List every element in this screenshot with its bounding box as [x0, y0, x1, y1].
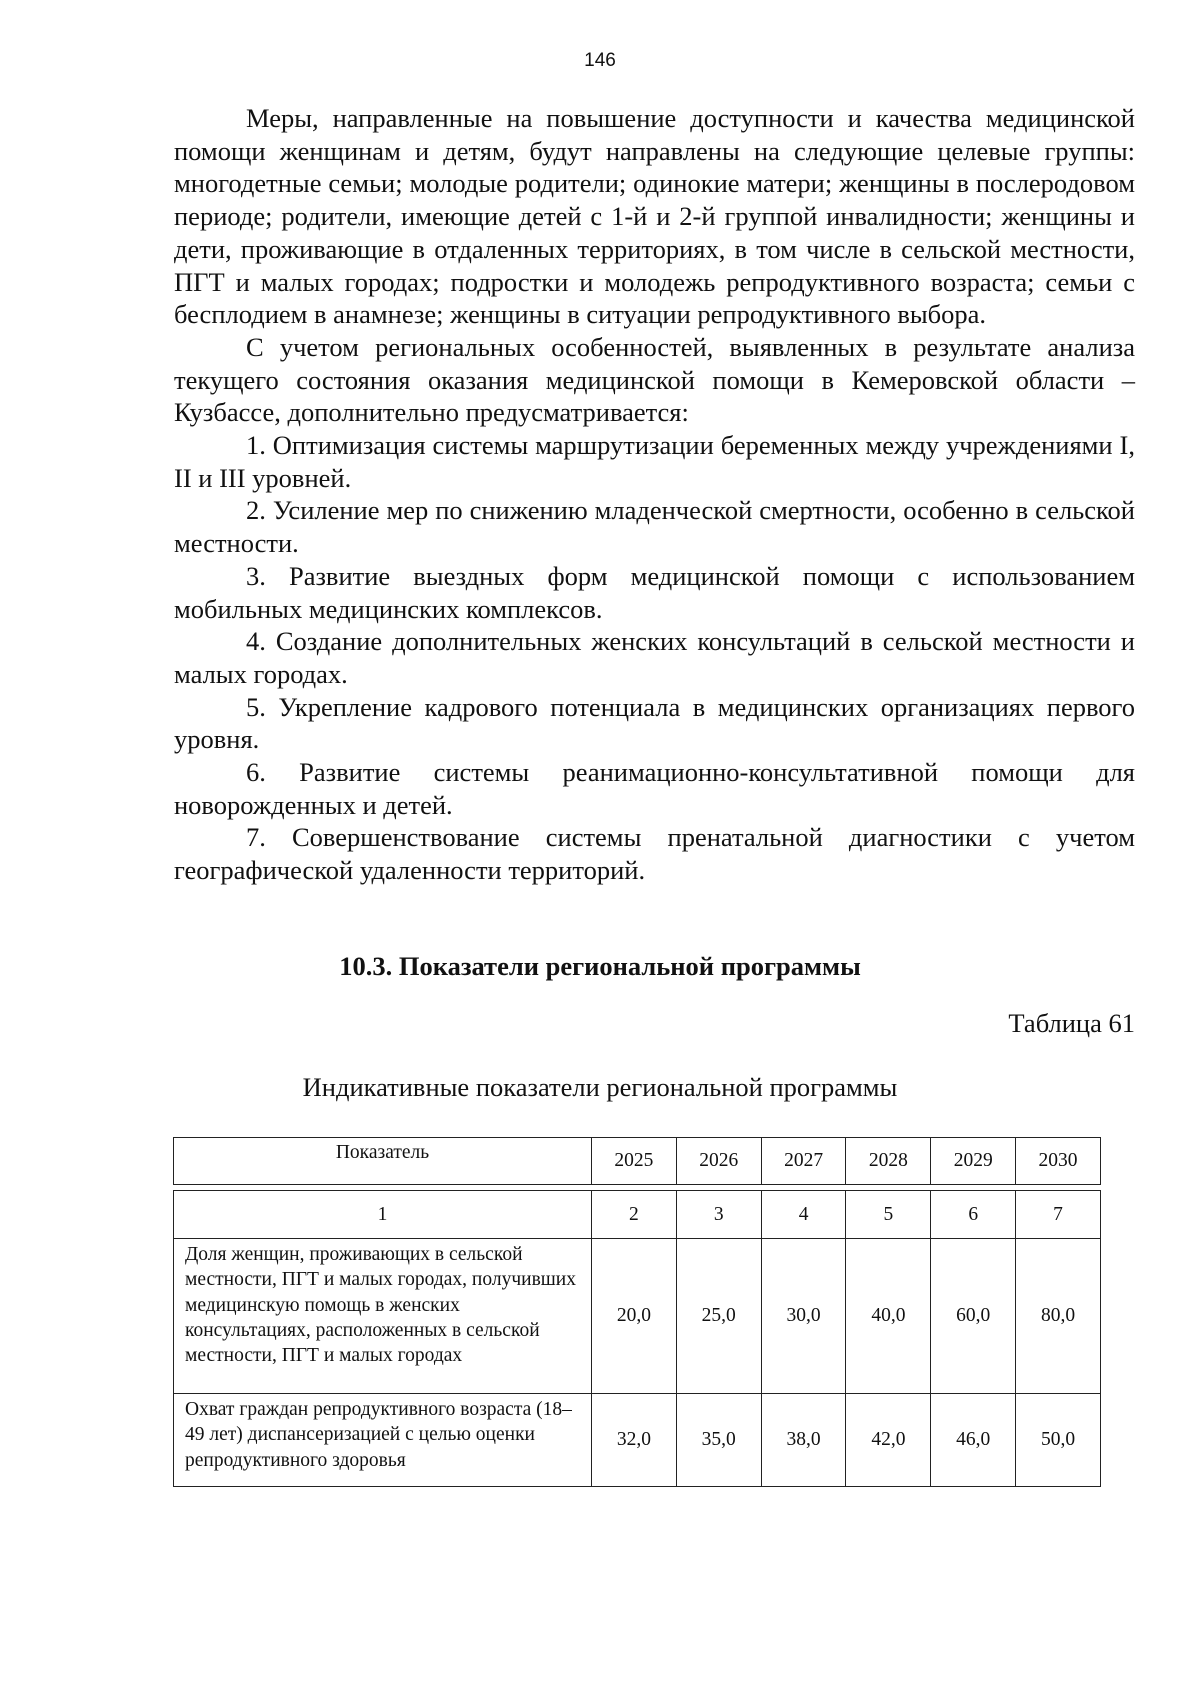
value-cell: 30,0 — [761, 1239, 846, 1394]
table-header — [173, 1137, 1101, 1185]
column-number: 4 — [761, 1191, 846, 1239]
paragraph-target-groups: Меры, направленные на повышение доступности и качества медицинской помощи женщинам и детям, будут направлены на следующие целевые группы: многодетные семьи; молодые родители; одинокие матери; женщины в послеродовом периоде; родители, имеющие детей с 1-й и 2-й группой инвалидности; женщины и дети, проживающие в отдаленных территориях, в том числе в сельской местности, ПГТ и малых городах; подростки и молодежь репродуктивного возраста; семьи с бесплодием в анамнезе; женщины в ситуации репродуктивного выбора. — [174, 103, 1135, 330]
list-item-2: 2. Усиление мер по снижению младенческой смертности, особенно в сельской местности. — [174, 495, 1135, 559]
header-year: 2027 — [761, 1138, 846, 1185]
value-cell: 46,0 — [931, 1394, 1016, 1487]
value-cell: 32,0 — [592, 1394, 677, 1487]
value-cell: 38,0 — [761, 1394, 846, 1487]
table-number: Таблица 61 — [1008, 1008, 1135, 1038]
value-cell: 25,0 — [676, 1239, 761, 1394]
value-cell: 35,0 — [676, 1394, 761, 1487]
header-year: 2030 — [1016, 1138, 1101, 1185]
column-number: 1 — [174, 1191, 592, 1239]
header-row — [174, 1138, 1101, 1185]
header-indicator: Показатель — [174, 1138, 592, 1185]
column-number: 5 — [846, 1191, 931, 1239]
value-cell: 80,0 — [1016, 1239, 1101, 1394]
list-item-3: 3. Развитие выездных форм медицинской помощи с использованием мобильных медицинских комплексов. — [174, 560, 1135, 624]
list-item-5: 5. Укрепление кадрового потенциала в медицинских организациях первого уровня. — [174, 691, 1135, 755]
list-item-1: 1. Оптимизация системы маршрутизации беременных между учреждениями I, II и III уровней. — [174, 430, 1135, 493]
value-cell: 42,0 — [846, 1394, 931, 1487]
header-year: 2025 — [592, 1138, 677, 1185]
list-item-6: 6. Развитие системы реанимационно-консультативной помощи для новорожденных и детей. — [174, 757, 1135, 820]
column-number: 2 — [592, 1191, 677, 1239]
value-cell: 40,0 — [846, 1239, 931, 1394]
value-cell: 20,0 — [592, 1239, 677, 1394]
table-row — [174, 1394, 1101, 1487]
column-number: 3 — [676, 1191, 761, 1239]
value-cell: 60,0 — [931, 1239, 1016, 1394]
page-number: 146 — [584, 50, 616, 71]
table-caption: Индикативные показатели региональной программы — [302, 1072, 898, 1102]
indicators-table — [173, 1190, 1101, 1487]
indicator-name: Охват граждан репродуктивного возраста (18–49 лет) диспансеризацией с целью оценки репродуктивного здоровья — [174, 1394, 592, 1487]
section-title: 10.3. Показатели региональной программы — [339, 951, 861, 981]
indicator-name: Доля женщин, проживающих в сельской местности, ПГТ и малых городах, получивших медицинскую помощь в женских консультациях, расположенных в сельской местности, ПГТ и малых городах — [174, 1239, 592, 1394]
column-number: 7 — [1016, 1191, 1101, 1239]
paragraph-regional-features: С учетом региональных особенностей, выявленных в результате анализа текущего состояния оказания медицинской помощи в Кемеровской области – Кузбассе, дополнительно предусматривается: — [174, 331, 1135, 428]
header-year: 2029 — [931, 1138, 1016, 1185]
column-number-row — [174, 1191, 1101, 1239]
table-row — [174, 1239, 1101, 1394]
column-number: 6 — [931, 1191, 1016, 1239]
list-item-7: 7. Совершенствование системы пренатальной диагностики с учетом географической удаленности территорий. — [174, 822, 1135, 886]
body-text — [174, 102, 1135, 887]
list-item-4: 4. Создание дополнительных женских консультаций в сельской местности и малых городах. — [174, 626, 1135, 689]
header-year: 2028 — [846, 1138, 931, 1185]
header-year: 2026 — [676, 1138, 761, 1185]
value-cell: 50,0 — [1016, 1394, 1101, 1487]
